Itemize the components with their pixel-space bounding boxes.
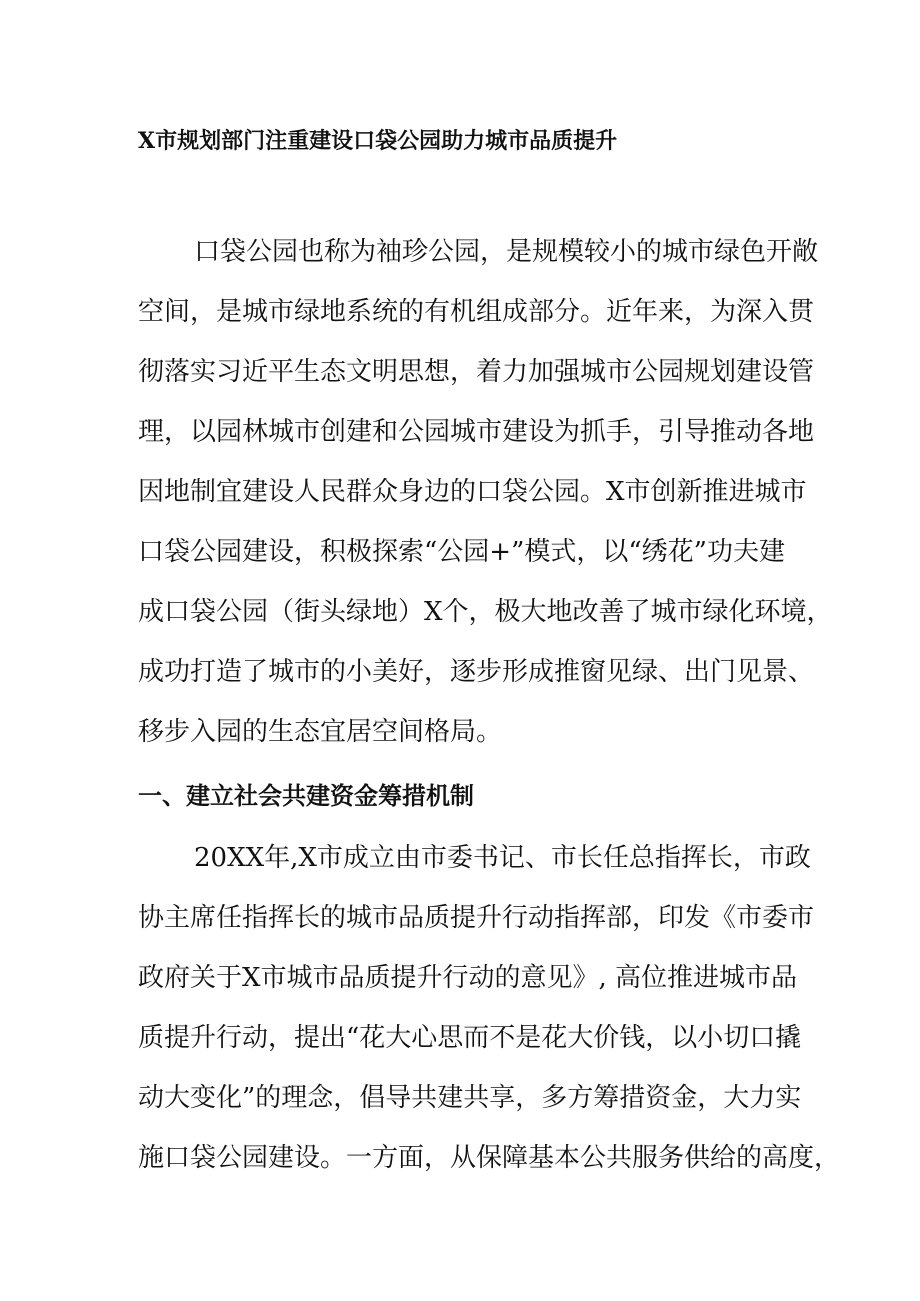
paragraph-line: 口袋公园建设，积极探索“公园+”模式，以“绣花”功夫建 [138,537,785,567]
paragraph-line: 协主席任指挥长的城市品质提升行动指挥部，印发《市委市 [138,903,815,933]
paragraph-line: 质提升行动，提出“花大心思而不是花大价钱，以小切口撬 [138,1023,802,1053]
paragraph-line: 空间，是城市绿地系统的有机组成部分。近年来，为深入贯 [138,297,815,327]
paragraph-line: 理，以园林城市创建和公园城市建设为抓手，引导推动各地 [138,417,815,447]
section-heading: 一、建立社会共建资金筹措机制 [138,781,474,810]
paragraph-line: 动大变化”的理念，倡导共建共享，多方筹措资金，大力实 [138,1083,802,1113]
paragraph-line: 20XX年,X市成立由市委书记、市长任总指挥长，市政 [194,843,811,873]
paragraph-line: 成功打造了城市的小美好，逐步形成推窗见绿、出门见景、 [138,657,815,687]
paragraph-line: 彻落实习近平生态文明思想，着力加强城市公园规划建设管 [138,357,815,387]
paragraph-line: 移步入园的生态宜居空间格局。 [138,717,503,747]
paragraph-line: 施口袋公园建设。一方面，从保障基本公共服务供给的高度， [138,1143,841,1173]
paragraph-line: 成口袋公园（街头绿地）X个，极大地改善了城市绿化环境， [138,597,833,627]
paragraph-line: 口袋公园也称为袖珍公园，是规模较小的城市绿色开敞 [194,237,819,267]
paragraph-line: 因地制宜建设人民群众身边的口袋公园。X市创新推进城市 [138,477,807,507]
paragraph-line: 政府关于X市城市品质提升行动的意见》, 高位推进城市品 [138,963,798,993]
document-title: X市规划部门注重建设口袋公园助力城市品质提升 [138,128,618,154]
